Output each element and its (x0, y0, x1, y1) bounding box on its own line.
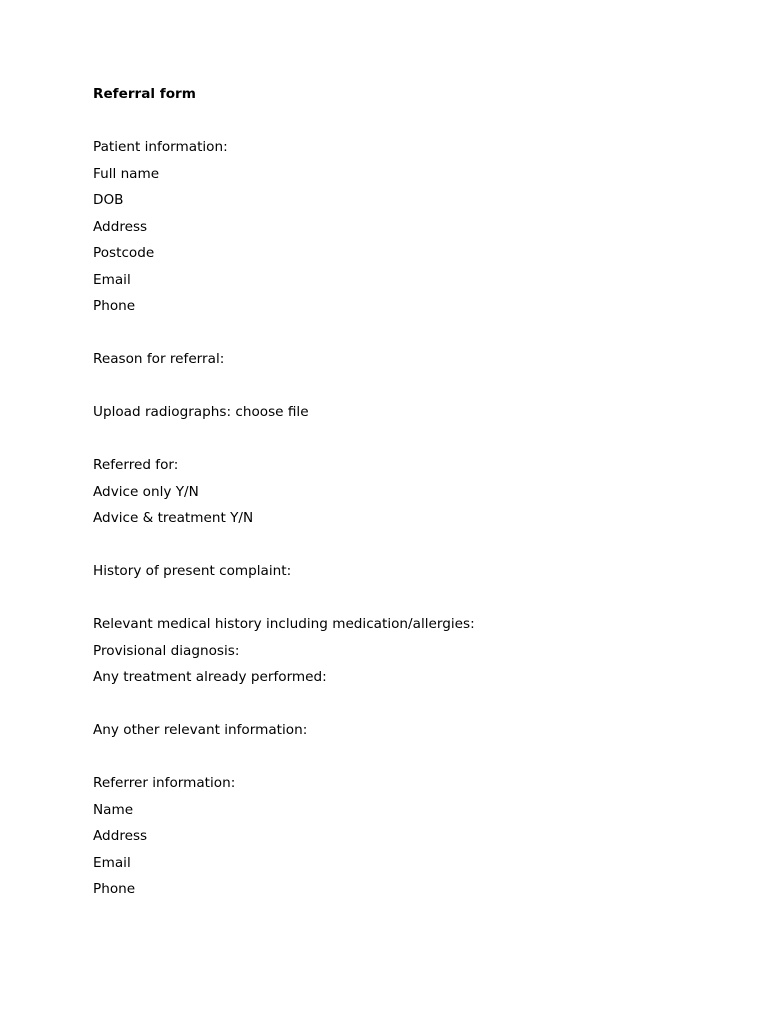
upload-radiographs-label: Upload radiographs: choose file (93, 404, 309, 420)
referrer-field-address: Address (93, 828, 148, 844)
referrer-field-phone: Phone (93, 881, 136, 897)
patient-field-full-name: Full name (93, 165, 160, 182)
spacer (93, 429, 733, 456)
referred-for-heading: Referred for: (93, 457, 179, 473)
medical-history-label: Relevant medical history including medication/allergies: (93, 616, 475, 632)
history-present-complaint-label: History of present complaint: (93, 563, 292, 579)
referred-for-advice-and-treatment: Advice & treatment Y/N (93, 510, 254, 526)
provisional-diagnosis-label: Provisional diagnosis: (93, 642, 240, 659)
patient-field-phone: Phone (93, 298, 136, 314)
document-title: Referral form (93, 86, 196, 102)
spacer (93, 535, 733, 562)
spacer (93, 694, 733, 721)
spacer (93, 111, 733, 138)
patient-field-dob: DOB (93, 192, 124, 208)
spacer (93, 747, 733, 774)
spacer (93, 323, 733, 350)
referred-for-advice-only: Advice only Y/N (93, 483, 199, 500)
referrer-field-name: Name (93, 801, 134, 818)
patient-info-heading: Patient information: (93, 139, 228, 155)
patient-field-postcode: Postcode (93, 245, 155, 261)
reason-for-referral-label: Reason for referral: (93, 351, 225, 367)
spacer (93, 588, 733, 615)
patient-field-email: Email (93, 271, 131, 288)
patient-field-address: Address (93, 218, 148, 235)
referrer-info-heading: Referrer information: (93, 775, 236, 791)
spacer (93, 376, 733, 403)
other-information-label: Any other relevant information: (93, 722, 308, 738)
treatment-performed-label: Any treatment already performed: (93, 669, 327, 685)
referral-form-document (93, 84, 733, 906)
referrer-field-email: Email (93, 854, 131, 871)
